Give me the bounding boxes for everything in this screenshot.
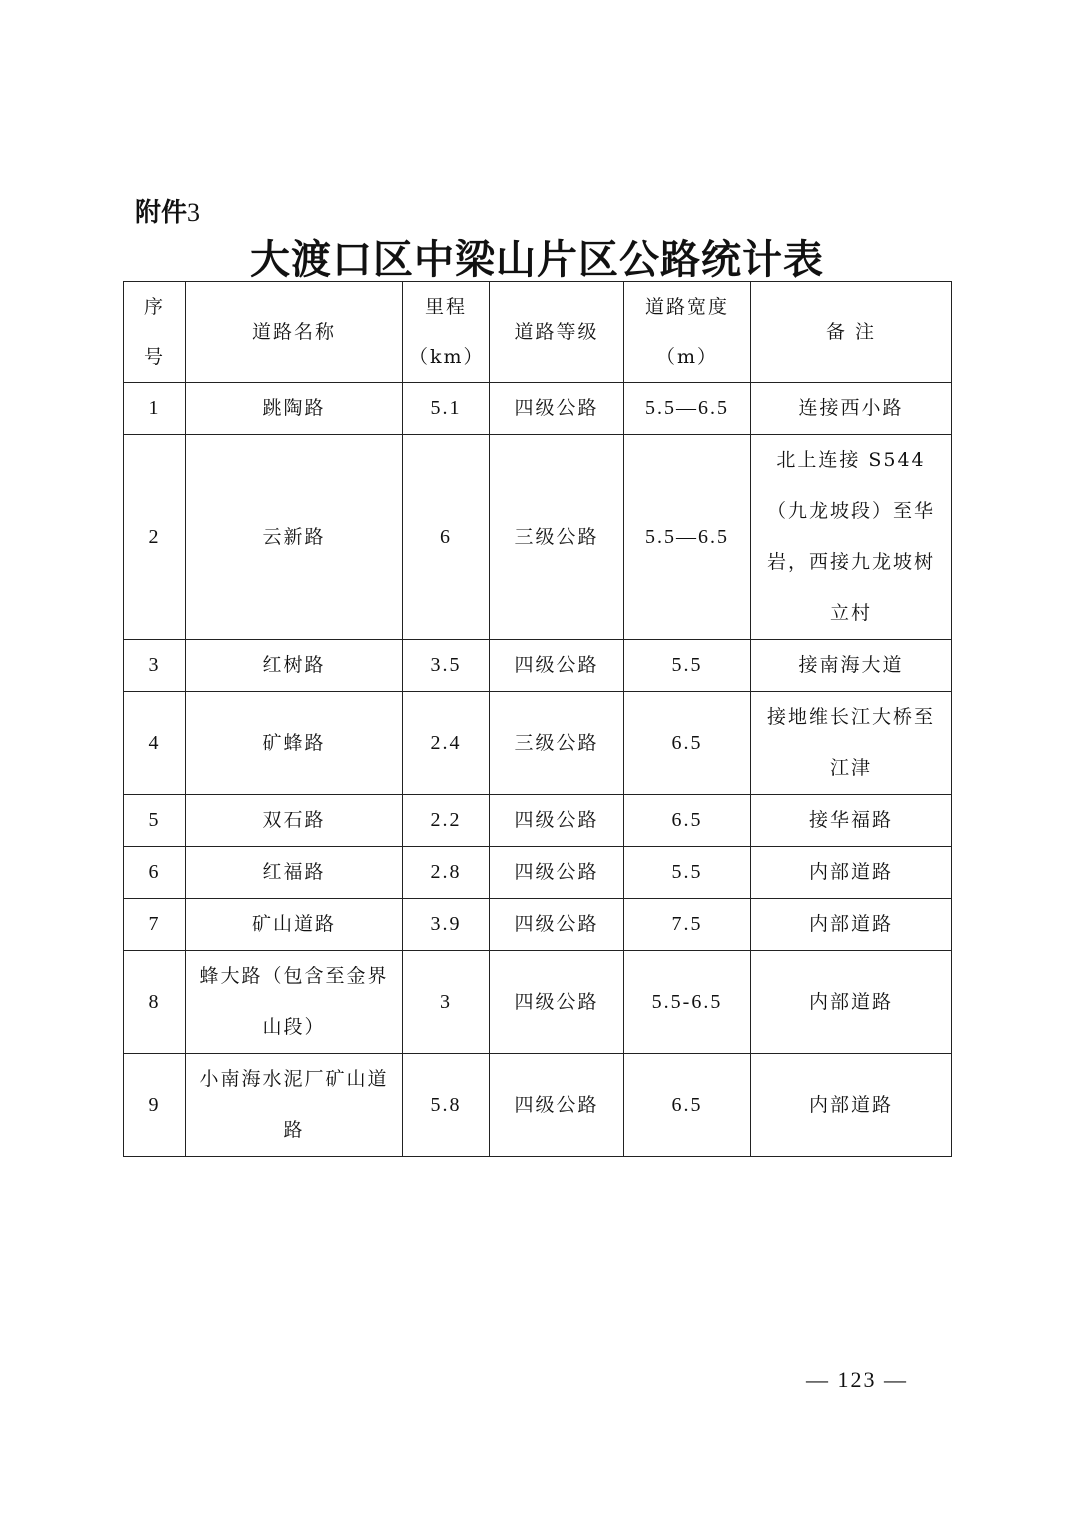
cell-width: 5.5 <box>624 847 751 899</box>
cell-grade: 三级公路 <box>490 692 624 795</box>
cell-name: 红树路 <box>186 640 403 692</box>
cell-grade: 四级公路 <box>490 847 624 899</box>
table-row <box>124 899 952 951</box>
cell-name: 云新路 <box>186 435 403 640</box>
table-row <box>124 692 952 795</box>
cell-length: 2.8 <box>403 847 490 899</box>
cell-width: 7.5 <box>624 899 751 951</box>
header-width: 道路宽度 （m） <box>624 282 751 383</box>
cell-name: 双石路 <box>186 795 403 847</box>
road-statistics-table <box>123 281 952 1157</box>
cell-length: 3.5 <box>403 640 490 692</box>
cell-grade: 四级公路 <box>490 795 624 847</box>
cell-name: 跳陶路 <box>186 383 403 435</box>
header-row <box>124 282 952 383</box>
cell-seq: 9 <box>124 1054 186 1157</box>
table-row <box>124 383 952 435</box>
table-row <box>124 640 952 692</box>
cell-length: 2.4 <box>403 692 490 795</box>
header-remark: 备 注 <box>751 282 952 383</box>
cell-seq: 1 <box>124 383 186 435</box>
cell-grade: 四级公路 <box>490 383 624 435</box>
cell-length: 3 <box>403 951 490 1054</box>
cell-remark: 接华福路 <box>751 795 952 847</box>
table-row <box>124 1054 952 1157</box>
attachment-label: 附件3 <box>135 198 201 228</box>
header-grade: 道路等级 <box>490 282 624 383</box>
cell-seq: 3 <box>124 640 186 692</box>
cell-remark: 内部道路 <box>751 899 952 951</box>
table-row <box>124 847 952 899</box>
cell-length: 6 <box>403 435 490 640</box>
cell-grade: 三级公路 <box>490 435 624 640</box>
cell-width: 5.5 <box>624 640 751 692</box>
table-row <box>124 795 952 847</box>
cell-seq: 4 <box>124 692 186 795</box>
cell-seq: 8 <box>124 951 186 1054</box>
page-title: 大渡口区中梁山片区公路统计表 <box>250 236 824 283</box>
cell-length: 5.1 <box>403 383 490 435</box>
cell-grade: 四级公路 <box>490 951 624 1054</box>
cell-remark: 接地维长江大桥至江津 <box>751 692 952 795</box>
cell-width: 6.5 <box>624 795 751 847</box>
cell-width: 6.5 <box>624 1054 751 1157</box>
cell-length: 2.2 <box>403 795 490 847</box>
cell-remark: 接南海大道 <box>751 640 952 692</box>
cell-width: 5.5-6.5 <box>624 951 751 1054</box>
header-length: 里程 （km） <box>403 282 490 383</box>
cell-name: 矿山道路 <box>186 899 403 951</box>
cell-remark: 连接西小路 <box>751 383 952 435</box>
cell-name: 小南海水泥厂矿山道路 <box>186 1054 403 1157</box>
cell-grade: 四级公路 <box>490 640 624 692</box>
cell-length: 3.9 <box>403 899 490 951</box>
cell-remark: 内部道路 <box>751 951 952 1054</box>
header-seq: 序 号 <box>124 282 186 383</box>
cell-seq: 7 <box>124 899 186 951</box>
cell-name: 蜂大路（包含至金界山段） <box>186 951 403 1054</box>
header-name: 道路名称 <box>186 282 403 383</box>
cell-seq: 2 <box>124 435 186 640</box>
cell-seq: 5 <box>124 795 186 847</box>
cell-remark: 内部道路 <box>751 847 952 899</box>
cell-name: 矿蜂路 <box>186 692 403 795</box>
attachment-number: 3 <box>187 198 201 227</box>
table-row <box>124 435 952 640</box>
cell-remark: 北上连接 S544（九龙坡段）至华岩，西接九龙坡树立村 <box>751 435 952 640</box>
cell-remark: 内部道路 <box>751 1054 952 1157</box>
table-row <box>124 951 952 1054</box>
cell-width: 5.5—6.5 <box>624 383 751 435</box>
cell-grade: 四级公路 <box>490 899 624 951</box>
cell-name: 红福路 <box>186 847 403 899</box>
cell-seq: 6 <box>124 847 186 899</box>
cell-width: 5.5—6.5 <box>624 435 751 640</box>
cell-length: 5.8 <box>403 1054 490 1157</box>
page-number: — 123 — <box>806 1367 908 1392</box>
cell-grade: 四级公路 <box>490 1054 624 1157</box>
cell-width: 6.5 <box>624 692 751 795</box>
